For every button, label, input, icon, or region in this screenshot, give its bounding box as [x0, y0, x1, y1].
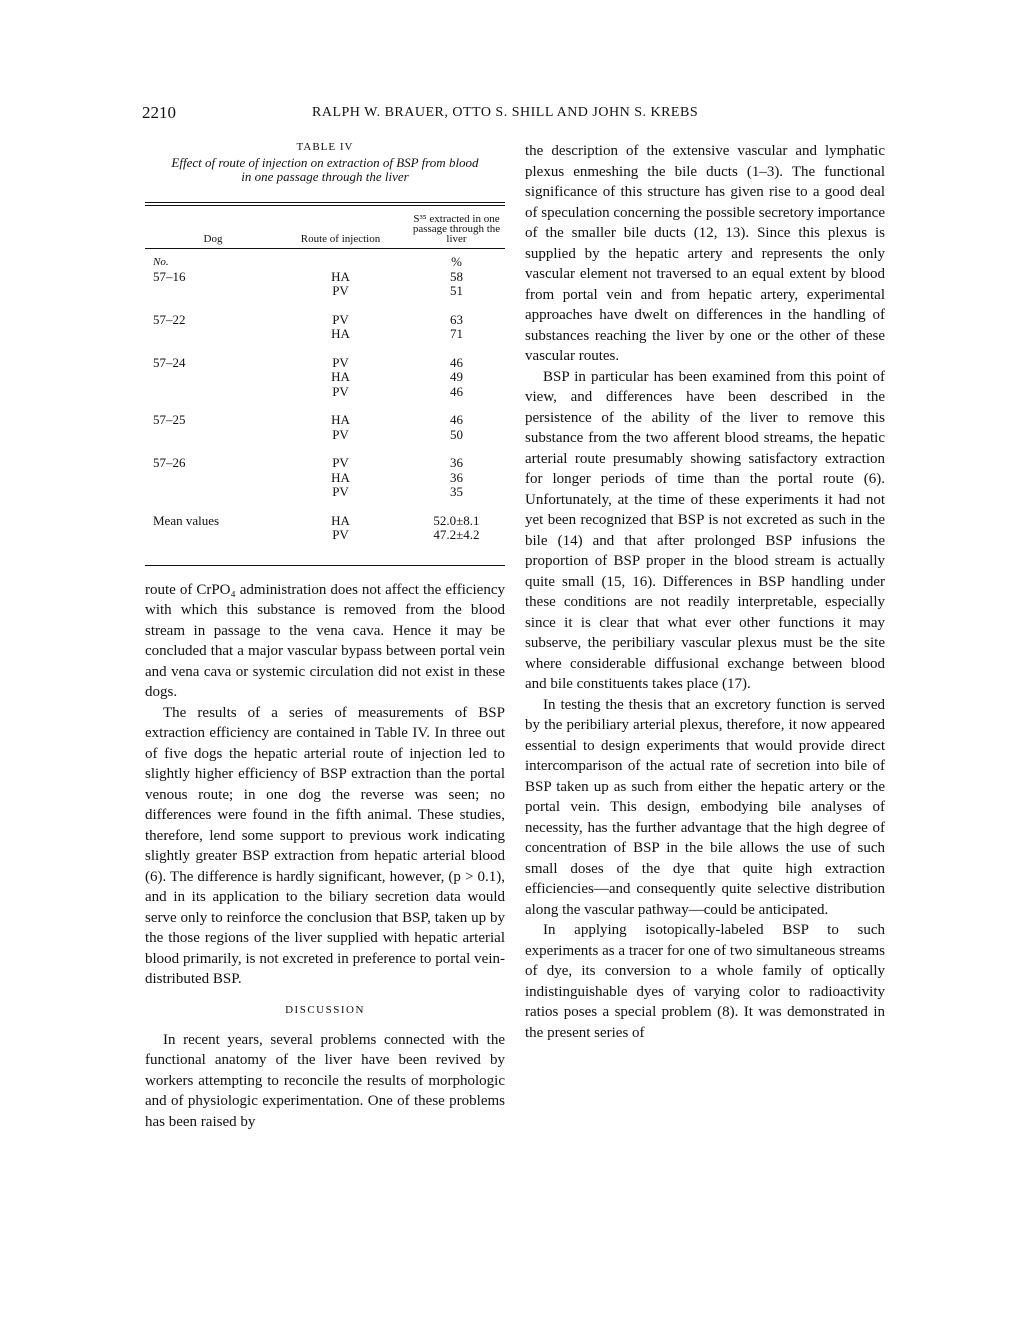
unit-dog: No. [153, 256, 169, 268]
extraction-value-cell: 47.2±4.2 [433, 527, 480, 542]
paragraph: In recent years, several problems connected with the functional anatomy of the liver have been revived by workers attempting to reconcile the results of morphologic and of physiologic experimentation. One of these problems has been raised by [145, 1031, 505, 1130]
extraction-value-cell: 51 [450, 283, 463, 298]
table-label: TABLE IV [296, 141, 354, 153]
section-heading: DISCUSSION [285, 1003, 365, 1016]
dog-cell: 57–22 [153, 311, 186, 327]
paragraph: BSP in particular has been examined from this point of view, and differences have been described in the persistence of the ability of the liver to remove this substance from the two afferent blood streams, the hepatic arterial route presumably showing satisfactory extraction for longer periods of time than the portal route (6). Unfortunately, at the time of these experiments it had not yet been recognized that BSP is not excreted as such in the bile (14) and that after prolonged BSP infusions the proportion of BSP proper in the blood stream is actually quite small (15, 16). Differences in BSP handling under these conditions are not readily interpretable, especially since it is clear that what ever other functions it may subserve, the peribiliary vascular plexus must be the site where considerable diffusional exchange between blood and bile constituents takes place (17). [525, 368, 885, 692]
running-head: RALPH W. BRAUER, OTTO S. SHILL AND JOHN S. KREBS [312, 105, 699, 120]
extraction-value-cell: 46 [450, 383, 463, 399]
table-row [145, 284, 505, 299]
extraction-value-cell: 71 [450, 326, 463, 341]
extraction-value-cell: 46 [450, 412, 463, 427]
table-bottom-rule [145, 565, 505, 566]
route-cell: PV [332, 426, 349, 442]
route-cell: HA [331, 469, 350, 485]
table-row [145, 313, 505, 328]
table-row [145, 370, 505, 385]
route-cell: HA [331, 412, 350, 427]
right-column [525, 141, 885, 1043]
paragraph: route of CrPO₄ administration does not affect the efficiency with which this substance is removed from the blood stream in passage to the vena cava. Hence it may be concluded that a major vascular bypass between portal vein and vena cava or systemic circulation did not exist in these dogs. [145, 581, 505, 700]
route-cell: PV [332, 383, 349, 399]
table-row [145, 428, 505, 443]
extraction-value-cell: 58 [450, 268, 463, 284]
route-cell: HA [331, 369, 350, 384]
extraction-value-cell: 36 [450, 455, 463, 470]
table-row [145, 385, 505, 400]
page-number: 2210 [142, 103, 176, 122]
data-table [145, 206, 505, 543]
paragraph: In applying isotopically-labeled BSP to such experiments as a tracer for one of two simultaneous streams of dye, its conversion to a whole family of optically indistinguishable dyes of varying color to radioactivity ratios poses a special problem (8). It was demonstrated in the present series of [525, 922, 885, 1041]
header-extracted: S³⁵ extracted in one passage through the liver [412, 213, 501, 245]
table-row [145, 327, 505, 342]
extraction-value-cell: 63 [450, 311, 463, 327]
dog-cell: 57–24 [153, 354, 186, 370]
table-row [145, 356, 505, 371]
route-cell: PV [332, 484, 349, 499]
table-row [145, 270, 505, 285]
paragraph: In testing the thesis that an excretory function is served by the peribiliary arterial plexus, therefore, it now appeared essential to design experiments that would provide direct intercomparison of the actual rate of secretion into bile of BSP taken up as such from either the hepatic artery or the portal vein. This design, embodying bile analyses of necessity, has the further advantage that the high degree of concentration of BSP in the bile allows the use of such small doses of the dye that quite high extraction efficiencies—and consequently quite selective distribution along the vascular pathway—could be anticipated. [525, 696, 885, 918]
extraction-value-cell: 46 [450, 354, 463, 370]
header-route: Route of injection [300, 233, 381, 245]
table-row [145, 471, 505, 486]
dog-cell: 57–26 [153, 455, 186, 470]
paragraph: the description of the extensive vascular and lymphatic plexus enmeshing the bile ducts (1–3). The functional significance of this structure has given rise to a good deal of speculation concerning the possible secretory importance of the smaller bile ducts (12, 13). Since this plexus is supplied by the hepatic artery and represents the only vascular element not traversed to an equal extent by blood from portal vein and from hepatic artery, experimental approaches have dwelt on differences in the handling of substances reaching the liver by one or the other of these vascular routes. [525, 143, 885, 364]
route-cell: HA [331, 512, 350, 528]
extraction-value-cell: 52.0±8.1 [433, 512, 480, 528]
dog-cell: Mean values [153, 512, 220, 528]
dog-cell: 57–16 [153, 268, 186, 284]
table-row [145, 413, 505, 428]
unit-extracted: % [451, 254, 462, 269]
route-cell: PV [332, 354, 349, 370]
route-cell: HA [331, 326, 350, 341]
route-cell: PV [332, 311, 349, 327]
paragraph: The results of a series of measurements of BSP extraction efficiency are contained in Table IV. In three out of five dogs the hepatic arterial route of injection led to slightly higher efficiency of BSP extraction than the portal venous route; in one dog the reverse was seen; no differences were found in the fifth animal. These studies, therefore, lend some support to previous work indicating slightly greater BSP extraction from hepatic arterial blood (6). The difference is hardly significant, however, (p > 0.1), and in its application to the biliary secretion data would serve only to reinforce the conclusion that BSP, taken up by the those regions of the liver supplied with hepatic arterial blood primarily, is not excreted in preference to portal vein-distributed BSP. [145, 704, 505, 987]
header-dog: Dog [203, 233, 223, 245]
table-row [145, 456, 505, 471]
route-cell: PV [332, 527, 349, 542]
dog-cell: 57–25 [153, 412, 186, 427]
route-cell: HA [331, 268, 350, 284]
table-row [145, 514, 505, 529]
table-row [145, 485, 505, 500]
extraction-value-cell: 35 [450, 484, 463, 499]
table-body [145, 248, 505, 543]
table-caption: Effect of route of injection on extraction of BSP from blood in one passage through the liver [171, 155, 479, 184]
left-column [145, 141, 505, 1132]
table-row [145, 528, 505, 543]
extraction-value-cell: 49 [450, 369, 463, 384]
extraction-value-cell: 50 [450, 426, 463, 442]
route-cell: PV [332, 455, 349, 470]
extraction-value-cell: 36 [450, 469, 463, 485]
route-cell: PV [332, 283, 349, 298]
